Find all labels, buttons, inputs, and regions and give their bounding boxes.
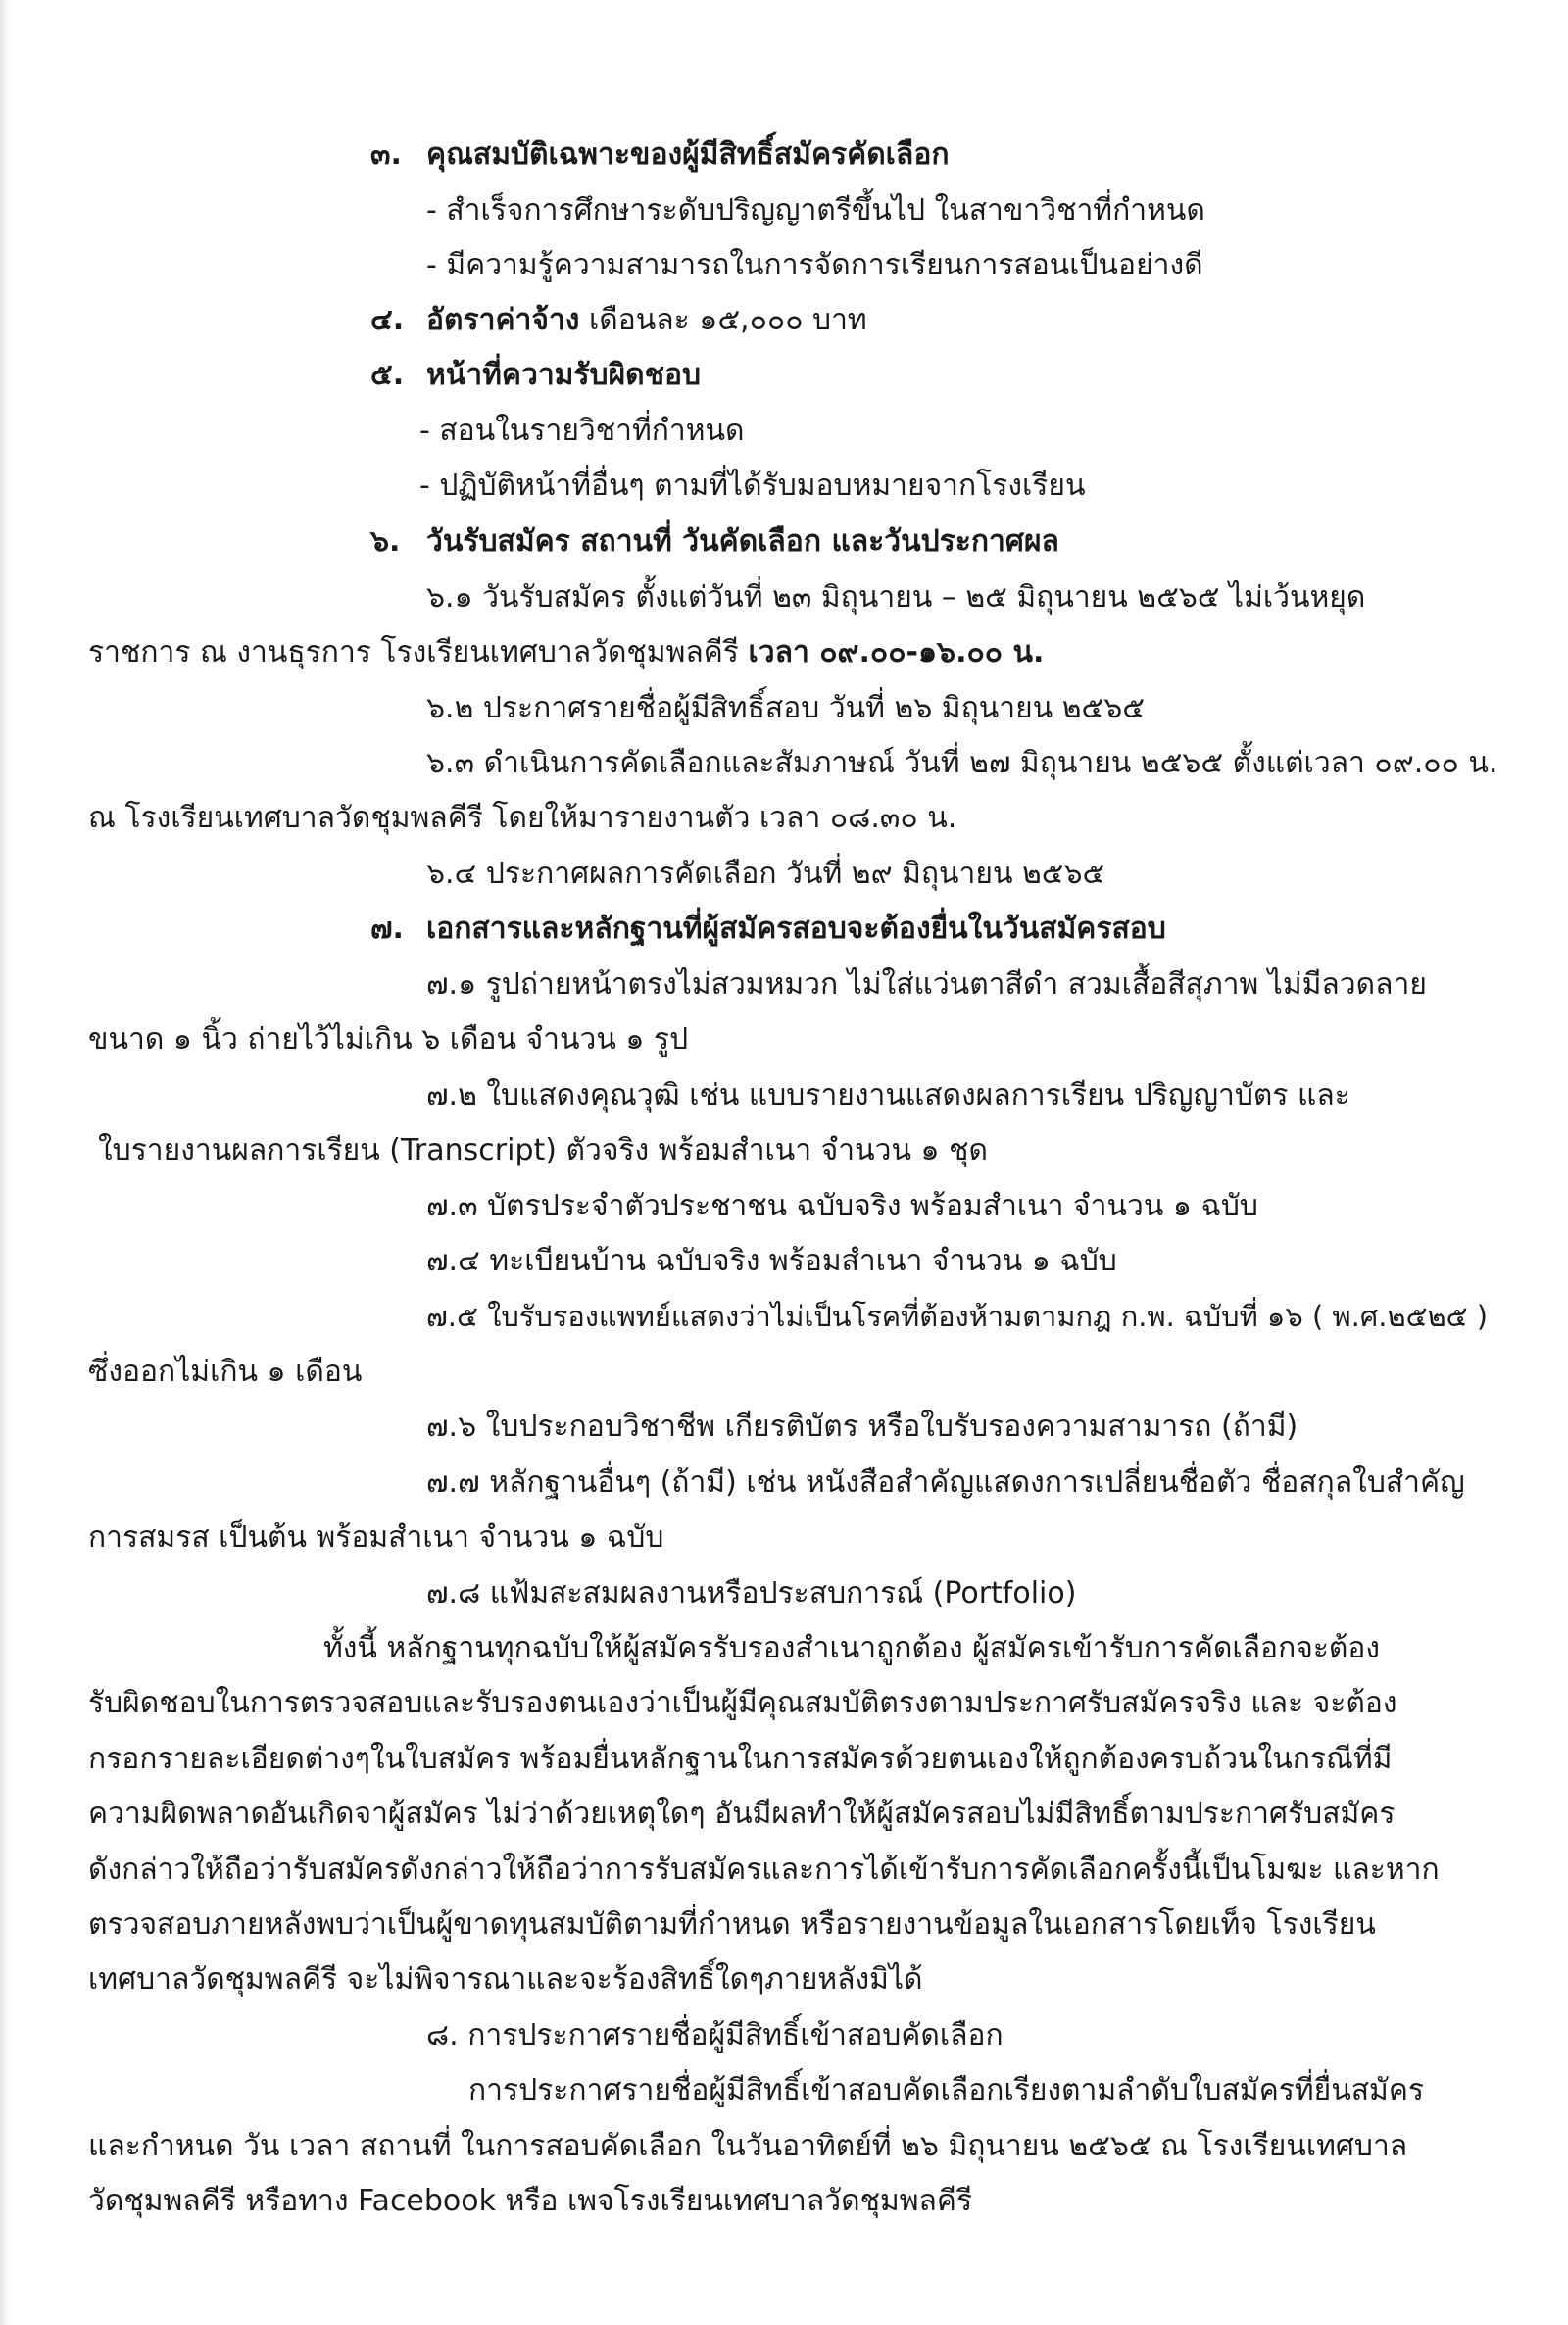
section-4-number: ๔. [370,303,405,337]
note-line-6: ตรวจสอบภายหลังพบว่าเป็นผู้ขาดทุนสมบัติตามที่กำหนด หรือรายงานข้อมูลในเอกสารโดยเท็จ โรงเรียน [88,1907,1376,1942]
section-7-title: เอกสารและหลักฐานที่ผู้สมัครสอบจะต้องยื่นในวันสมัครสอบ [426,912,1166,946]
section-6-1-time: เวลา ๐๙.๐๐-๑๖.๐๐ น. [748,635,1045,669]
note-line-4: ความผิดพลาดอันเกิดจาผู้สมัคร ไม่ว่าด้วยเหตุใดๆ อันมีผลทำให้ผู้สมัครสอบไม่มีสิทธิ์ตามประกาศรับสมัคร [88,1797,1396,1831]
section-7-7-line-1: ๗.๗ หลักฐานอื่นๆ (ถ้ามี) เช่น หนังสือสำคัญแสดงการเปลี่ยนชื่อตัว ชื่อสกุลใบสำคัญ [426,1465,1465,1500]
section-8-line-2: และกำหนด วัน เวลา สถานที่ ในการสอบคัดเลือก ในวันอาทิตย์ที่ ๒๖ มิถุนายน ๒๕๖๕ ณ โรงเรียนเทศบาล [88,2129,1408,2163]
section-3-title: คุณสมบัติเฉพาะของผู้มีสิทธิ์สมัครคัดเลือก [426,137,950,172]
section-6-2: ๖.๒ ประกาศรายชื่อผู้มีสิทธิ์สอบ วันที่ ๒๖ มิถุนายน ๒๕๖๕ [426,691,1145,725]
section-7-2-line-1: ๗.๒ ใบแสดงคุณวุฒิ เช่น แบบรายงานแสดงผลการเรียน ปริญญาบัตร และ [426,1078,1350,1113]
section-5-number: ๕. [370,358,405,392]
section-5-item-1: - สอนในรายวิชาที่กำหนด [419,414,745,448]
section-4-row [426,301,867,340]
section-3-number: ๓. [370,137,402,172]
section-3-item-2: - มีความรู้ความสามารถในการจัดการเรียนการสอนเป็นอย่างดี [426,248,1203,282]
note-line-2: รับผิดชอบในการตรวจสอบและรับรองตนเองว่าเป็นผู้มีคุณสมบัติตรงตามประกาศรับสมัครจริง และ จะต้อง [88,1686,1397,1720]
section-7-6: ๗.๖ ใบประกอบวิชาชีพ เกียรติบัตร หรือใบรับรองความสามารถ (ถ้ามี) [426,1410,1298,1444]
section-7-7-line-2: การสมรส เป็นต้น พร้อมสำเนา จำนวน ๑ ฉบับ [88,1520,664,1555]
scan-edge-shadow [0,0,10,2325]
note-line-3: กรอกรายละเอียดต่างๆในใบสมัคร พร้อมยื่นหลักฐานในการสมัครด้วยตนเองให้ถูกต้องครบถ้วนในกรณีที่มี [88,1742,1393,1776]
section-6-1-line-2 [88,633,1044,672]
section-5-title: หน้าที่ความรับผิดชอบ [426,358,702,392]
section-4-value: เดือนละ ๑๕,๐๐๐ บาท [589,303,867,337]
section-3-item-1: - สำเร็จการศึกษาระดับปริญญาตรีขึ้นไป ในสาขาวิชาที่กำหนด [426,193,1205,227]
section-6-title: วันรับสมัคร สถานที่ วันคัดเลือก และวันประกาศผล [426,524,1059,559]
section-6-1-place: ราชการ ณ งานธุรการ โรงเรียนเทศบาลวัดชุมพลคีรี [88,635,739,669]
section-6-1-line-1: ๖.๑ วันรับสมัคร ตั้งแต่วันที่ ๒๓ มิถุนายน – ๒๕ มิถุนายน ๒๕๖๕ ไม่เว้นหยุด [426,580,1366,615]
section-6-number: ๖. [370,524,401,559]
section-7-5-line-1: ๗.๕ ใบรับรองแพทย์แสดงว่าไม่เป็นโรคที่ต้องห้ามตามกฎ ก.พ. ฉบับที่ ๑๖ ( พ.ศ.๒๕๒๕ ) [426,1300,1489,1333]
section-7-1-line-1: ๗.๑ รูปถ่ายหน้าตรงไม่สวมหมวก ไม่ใส่แว่นตาสีดำ สวมเสื้อสีสุภาพ ไม่มีลวดลาย [426,967,1427,1002]
section-6-4: ๖.๔ ประกาศผลการคัดเลือก วันที่ ๒๙ มิถุนายน ๒๕๖๕ [426,857,1105,891]
section-8-line-3: วัดชุมพลคีรี หรือทาง Facebook หรือ เพจโรงเรียนเทศบาลวัดชุมพลคีรี [88,2184,973,2218]
section-6-3-line-1: ๖.๓ ดำเนินการคัดเลือกและสัมภาษณ์ วันที่ ๒๗ มิถุนายน ๒๕๖๕ ตั้งแต่เวลา ๐๙.๐๐ น. [426,746,1498,780]
section-7-1-line-2: ขนาด ๑ นิ้ว ถ่ายไว้ไม่เกิน ๖ เดือน จำนวน ๑ รูป [88,1022,689,1057]
note-line-5: ดังกล่าวให้ถือว่ารับสมัครดังกล่าวให้ถือว่าการรับสมัครและการได้เข้ารับการคัดเลือกครั้งนี้เป็นโมฆะ และหาก [88,1853,1440,1887]
section-8-line-1: การประกาศรายชื่อผู้มีสิทธิ์เข้าสอบคัดเลือกเรียงตามลำดับใบสมัครที่ยื่นสมัคร [468,2073,1424,2107]
section-7-number: ๗. [370,912,404,946]
section-7-5-line-2: ซึ่งออกไม่เกิน ๑ เดือน [88,1355,363,1389]
note-line-7: เทศบาลวัดชุมพลคีรี จะไม่พิจารณาและจะร้องสิทธิ์ใดๆภายหลังมิได้ [88,1962,923,1997]
section-7-8: ๗.๘ แฟ้มสะสมผลงานหรือประสบการณ์ (Portfolio) [426,1576,1077,1610]
section-7-2-line-2: ใบรายงานผลการเรียน (Transcript) ตัวจริง พร้อมสำเนา จำนวน ๑ ชุด [98,1133,988,1167]
section-8-heading: ๘. การประกาศรายชื่อผู้มีสิทธิ์เข้าสอบคัดเลือก [426,2018,1004,2053]
section-5-item-2: - ปฏิบัติหน้าที่อื่นๆ ตามที่ได้รับมอบหมายจากโรงเรียน [419,469,1086,503]
note-line-1: ทั้งนี้ หลักฐานทุกฉบับให้ผู้สมัครรับรองสำเนาถูกต้อง ผู้สมัครเข้ารับการคัดเลือกจะต้อง [323,1631,1381,1665]
section-4-title: อัตราค่าจ้าง [426,303,580,337]
section-7-4: ๗.๔ ทะเบียนบ้าน ฉบับจริง พร้อมสำเนา จำนวน ๑ ฉบับ [426,1244,1117,1278]
section-6-3-line-2: ณ โรงเรียนเทศบาลวัดชุมพลคีรี โดยให้มารายงานตัว เวลา ๐๘.๓๐ น. [88,801,957,835]
section-7-3: ๗.๓ บัตรประจำตัวประชาชน ฉบับจริง พร้อมสำเนา จำนวน ๑ ฉบับ [426,1189,1258,1223]
